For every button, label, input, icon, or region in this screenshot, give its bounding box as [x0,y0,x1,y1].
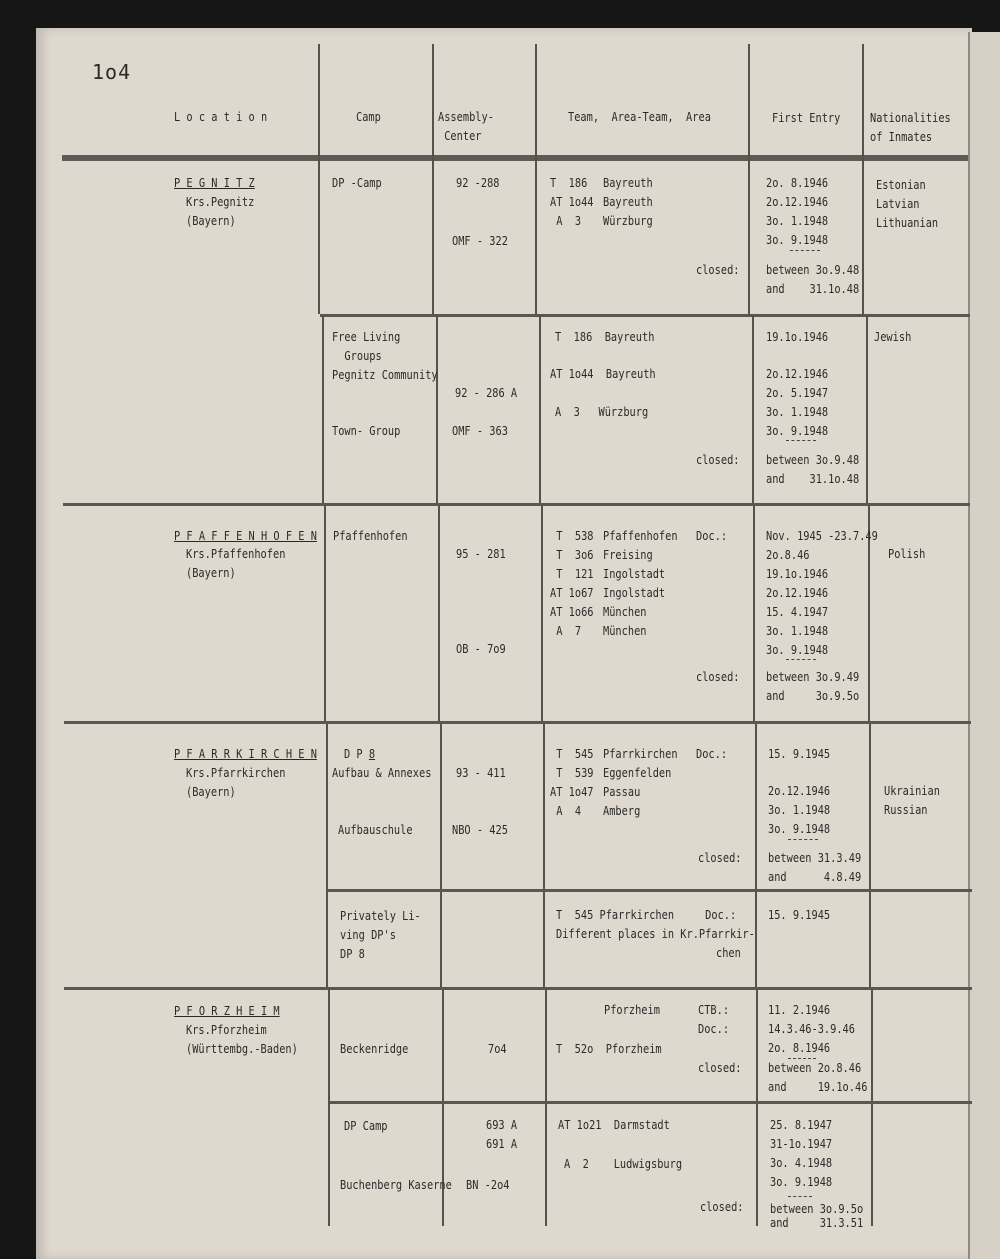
page-number: 1o4 [92,60,132,84]
nationalities: Ukrainian Russian [884,784,940,817]
team-line: AT 1o21 Darmstadt [558,1118,670,1132]
row-rule [64,987,972,990]
team-line: T 545 Pfarrkirchen Doc.: Different places in Kr.Pfarrkir- [556,908,755,941]
location-pegnitz: P E G N I T Z [174,176,255,190]
assembly-center: 7o4 [488,1042,507,1056]
team-codes: T 538 T 3o6 T 121 AT 1o67 AT 1o66 A 7 [550,529,594,638]
row-rule [320,314,970,317]
column-divider [862,44,864,314]
nationalities: Estonian Latvian Lithuanian [876,178,939,230]
location-pfarrkirchen: P F A R R K I R C H E N [174,747,317,761]
assembly-center: OMF - 322 [452,234,508,248]
header-nationalities: Nationalities of Inmates [870,111,951,144]
closed-label: closed: [696,453,740,467]
header-assembly-center: Assembly- Center [438,110,494,143]
team-line: T 52o Pforzheim [556,1042,662,1056]
column-divider [545,990,547,1226]
column-divider [866,316,868,506]
nationalities: Jewish [874,330,912,344]
column-divider [318,44,320,314]
location-sub: Krs.Pfaffenhofen (Bayern) [186,547,286,580]
location-sub: Krs.Pforzheim (Württembg.-Baden) [186,1023,298,1056]
first-entry-dates: 11. 2.1946 14.3.46-3.9.46 2o. 8.1946 [768,1003,855,1055]
closed-label: closed: [696,263,740,277]
first-entry-date: 19.1o.1946 [766,330,829,344]
assembly-center: NBO - 425 [452,823,508,837]
row-rule [328,889,972,892]
assembly-center: OB - 7o9 [456,642,506,656]
header-rule [62,155,968,161]
closed-label: closed: [700,1200,744,1214]
column-divider [438,506,440,724]
column-divider [535,44,537,314]
doc-label: Doc.: [696,747,728,761]
closed-dates: between 3o.9.48 and 31.1o.48 [766,263,860,296]
camp-name: Privately Li- ving DP's DP 8 [340,909,421,961]
column-divider [324,506,326,724]
closed-label: closed: [698,851,742,865]
nationalities: Polish [888,547,926,561]
assembly-center: OMF - 363 [452,424,508,438]
camp-prefix: D P [344,747,369,761]
assembly-center: 92 -288 [456,176,500,190]
assembly-center: BN -2o4 [466,1178,510,1192]
camp-name: Beckenridge [340,1042,409,1056]
first-entry-date: 15. 9.1945 [768,908,831,922]
camp-name: DP Camp [344,1119,388,1133]
column-divider [322,316,324,506]
camp-number: 8 [368,747,376,761]
column-divider [541,506,543,724]
closed-label: closed: [696,670,740,684]
location-sub: Krs.Pfarrkirchen (Bayern) [186,766,286,799]
closed-dates: between 31.3.49 and 4.8.49 [768,851,862,884]
first-entry-dates: 25. 8.1947 31-1o.1947 3o. 4.1948 3o. 9.1948 [770,1118,833,1189]
first-entry-dates: 2o. 8.1946 2o.12.1946 3o. 1.1948 3o. 9.1948 [766,176,829,247]
first-entry-dates: Nov. 1945 -23.7.49 2o.8.46 19.1o.1946 2o.12.1946 15. 4.1947 3o. 1.1948 3o. 9.1948 [766,529,878,657]
team-line: A 3 Würzburg [555,405,649,419]
column-divider [748,44,750,314]
column-divider [432,44,434,314]
header-team: Team, Area-Team, Area [568,110,711,124]
location-sub: Krs.Pegnitz (Bayern) [186,195,255,228]
column-divider [869,724,871,988]
column-divider [756,990,758,1226]
team-codes: T 186 AT 1o44 A 3 [550,176,594,228]
assembly-center: 693 A 691 A [486,1118,518,1151]
camp-name: Free Living Groups Pegnitz Community [332,330,438,382]
column-divider [328,990,330,1226]
dashed-underline [786,440,816,441]
closed-dates: between 2o.8.46 and 19.1o.46 [768,1061,868,1094]
row-rule [64,721,971,724]
camp-name: Aufbau & Annexes [332,766,432,780]
assembly-center: 95 - 281 [456,547,506,561]
ctb-doc-labels: CTB.: Doc.: [698,1003,730,1036]
first-entry-date: 15. 9.1945 [768,747,831,761]
assembly-center: 92 - 286 A [455,386,518,400]
closed-label: closed: [698,1061,742,1075]
dashed-underline [790,250,820,251]
first-entry-dates: 2o.12.1946 2o. 5.1947 3o. 1.1948 3o. 9.1948 [766,367,829,438]
closed-dates: between 3o.9.48 and 31.1o.48 [766,453,860,486]
team-place: Pforzheim [604,1003,660,1017]
header-first-entry: First Entry [772,111,841,125]
dashed-underline [786,659,816,660]
camp-name: Town- Group [332,424,401,438]
column-divider [539,316,541,506]
row-rule [330,1101,972,1104]
column-divider [440,724,442,988]
closed-dates: between 3o.9.5o and 31.3.51 [770,1202,864,1230]
location-pforzheim: P F O R Z H E I M [174,1004,280,1018]
closed-dates: between 3o.9.49 and 3o.9.5o [766,670,860,703]
dashed-underline [788,839,818,840]
camp-name: Aufbauschule [338,823,413,837]
team-codes: T 545 T 539 AT 1o47 A 4 [550,747,594,818]
header-location: L o c a t i o n [174,110,268,124]
team-places: Bayreuth Bayreuth Würzburg [603,176,653,228]
next-page-edge [968,32,1000,1259]
column-divider [752,316,754,506]
team-places: Pfarrkirchen Eggenfelden Passau Amberg [603,747,678,818]
column-divider [326,724,328,988]
camp-name: Buchenberg Kaserne [340,1178,452,1192]
row-rule [63,503,970,506]
location-pfaffenhofen: P F A F F E N H O F E N [174,529,317,543]
team-line: chen [716,946,741,960]
assembly-center: 93 - 411 [456,766,506,780]
first-entry-dates: 2o.12.1946 3o. 1.1948 3o. 9.1948 [768,784,831,836]
team-line: AT 1o44 Bayreuth [550,367,656,381]
dashed-underline [788,1196,812,1197]
camp-name: Pfaffenhofen [333,529,408,543]
column-divider [755,724,757,988]
camp-name [344,745,375,764]
camp-name: DP -Camp [332,176,382,190]
doc-label: Doc.: [696,529,728,543]
team-line: T 186 Bayreuth [555,330,655,344]
column-divider [753,506,755,724]
header-camp: Camp [356,110,381,124]
team-places: Pfaffenhofen Freising Ingolstadt Ingolstadt München München [603,529,678,638]
team-line: A 2 Ludwigsburg [564,1157,683,1171]
column-divider [871,990,873,1226]
column-divider [543,724,545,988]
